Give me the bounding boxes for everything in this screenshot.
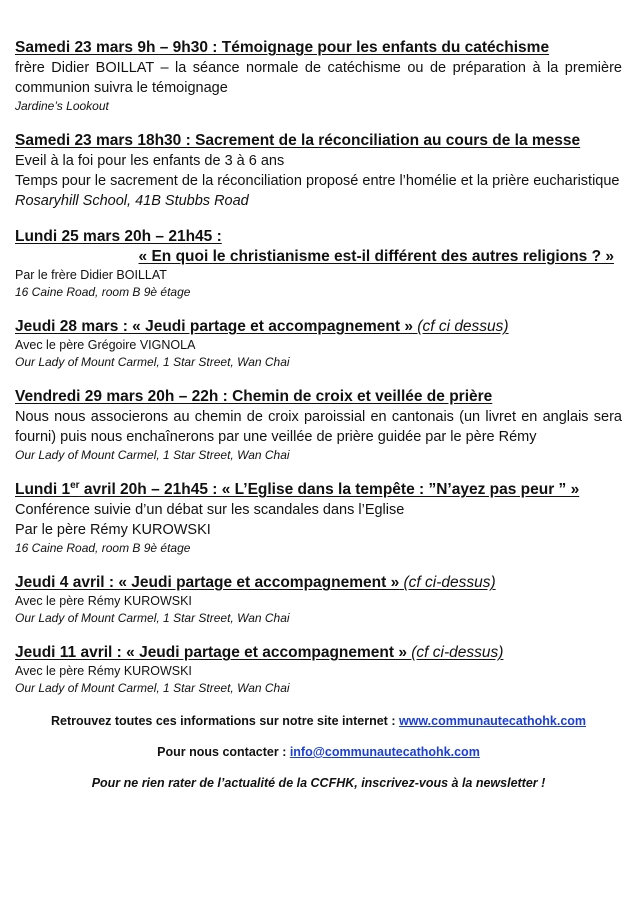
event-way-of-cross [15,387,622,464]
event-title: Lundi 1er avril 20h – 21h45 : « L’Eglise dans la tempête : ”N’ayez pas peur ” » [15,479,580,498]
event-title: Jeudi 11 avril : « Jeudi partage et accompagnement » (cf ci-dessus) [15,644,504,661]
footer-contact: Pour nous contacter : info@communautecathohk.com [157,745,480,759]
event-description: Par le frère Didier BOILLAT [15,268,167,282]
event-location: Our Lady of Mount Carmel, 1 Star Street, Wan Chai [15,611,290,625]
event-location: Jardine’s Lookout [15,99,109,113]
event-title: Lundi 25 mars 20h – 21h45 : [15,228,222,245]
event-description: Temps pour le sacrement de la réconciliation proposé entre l’homélie et la prière eucharistique [15,173,620,189]
event-title: Vendredi 29 mars 20h – 22h : Chemin de croix et veillée de prière [15,388,493,405]
event-title: Samedi 23 mars 18h30 : Sacrement de la réconciliation au cours de la messe [15,132,581,149]
event-description: Conférence suivie d’un débat sur les scandales dans l’Eglise [15,502,405,518]
event-description: frère Didier BOILLAT – la séance normale de catéchisme ou de préparation à la première communion suivra le témoignage [15,60,622,96]
contact-email-link[interactable]: info@communautecathohk.com [289,745,480,759]
footer [15,713,622,792]
event-description: Eveil à la foi pour les enfants de 3 à 6 ans [15,153,285,169]
event-location: Our Lady of Mount Carmel, 1 Star Street, Wan Chai [15,448,290,462]
event-title: Samedi 23 mars 9h – 9h30 : Témoignage pour les enfants du catéchisme [15,39,550,56]
event-title-suffix: (cf ci-dessus) [399,574,496,591]
event-jeudi-partage-11 [15,643,622,697]
event-conference-religions [15,227,622,301]
event-subtitle: « En quoi le christianisme est-il différent des autres religions ? » [138,248,614,265]
event-title: Jeudi 28 mars : « Jeudi partage et accompagnement » (cf ci dessus) [15,318,509,335]
event-location: Our Lady of Mount Carmel, 1 Star Street, Wan Chai [15,681,290,695]
event-title: Jeudi 4 avril : « Jeudi partage et accompagnement » (cf ci-dessus) [15,574,496,591]
event-jeudi-partage-4 [15,573,622,627]
event-description: Avec le père Grégoire VIGNOLA [15,338,196,352]
event-description: Avec le père Rémy KUROWSKI [15,664,192,678]
event-catechism-testimony [15,38,622,115]
event-location: 16 Caine Road, room B 9è étage [15,285,191,299]
event-location: Our Lady of Mount Carmel, 1 Star Street, Wan Chai [15,355,290,369]
event-location: 16 Caine Road, room B 9è étage [15,541,191,555]
event-church-in-storm [15,480,622,557]
event-description: Par le père Rémy KUROWSKI [15,522,211,538]
event-title-suffix: (cf ci dessus) [412,318,509,335]
website-link[interactable]: www.communautecathohk.com [398,714,587,728]
event-title-suffix: (cf ci-dessus) [406,644,504,661]
footer-newsletter: Pour ne rien rater de l’actualité de la CCFHK, inscrivez-vous à la newsletter ! [91,776,546,790]
event-location: Rosaryhill School, 41B Stubbs Road [15,193,249,209]
event-description: Nous nous associerons au chemin de croix paroissial en cantonais (un livret en anglais sera fourni) puis nous enchaînerons par une veillée de prière guidée par le père Rémy [15,409,622,445]
event-jeudi-partage-28 [15,317,622,371]
event-reconciliation [15,131,622,211]
footer-website: Retrouvez toutes ces informations sur notre site internet : www.communautecathohk.com [50,714,587,728]
event-description: Avec le père Rémy KUROWSKI [15,594,192,608]
